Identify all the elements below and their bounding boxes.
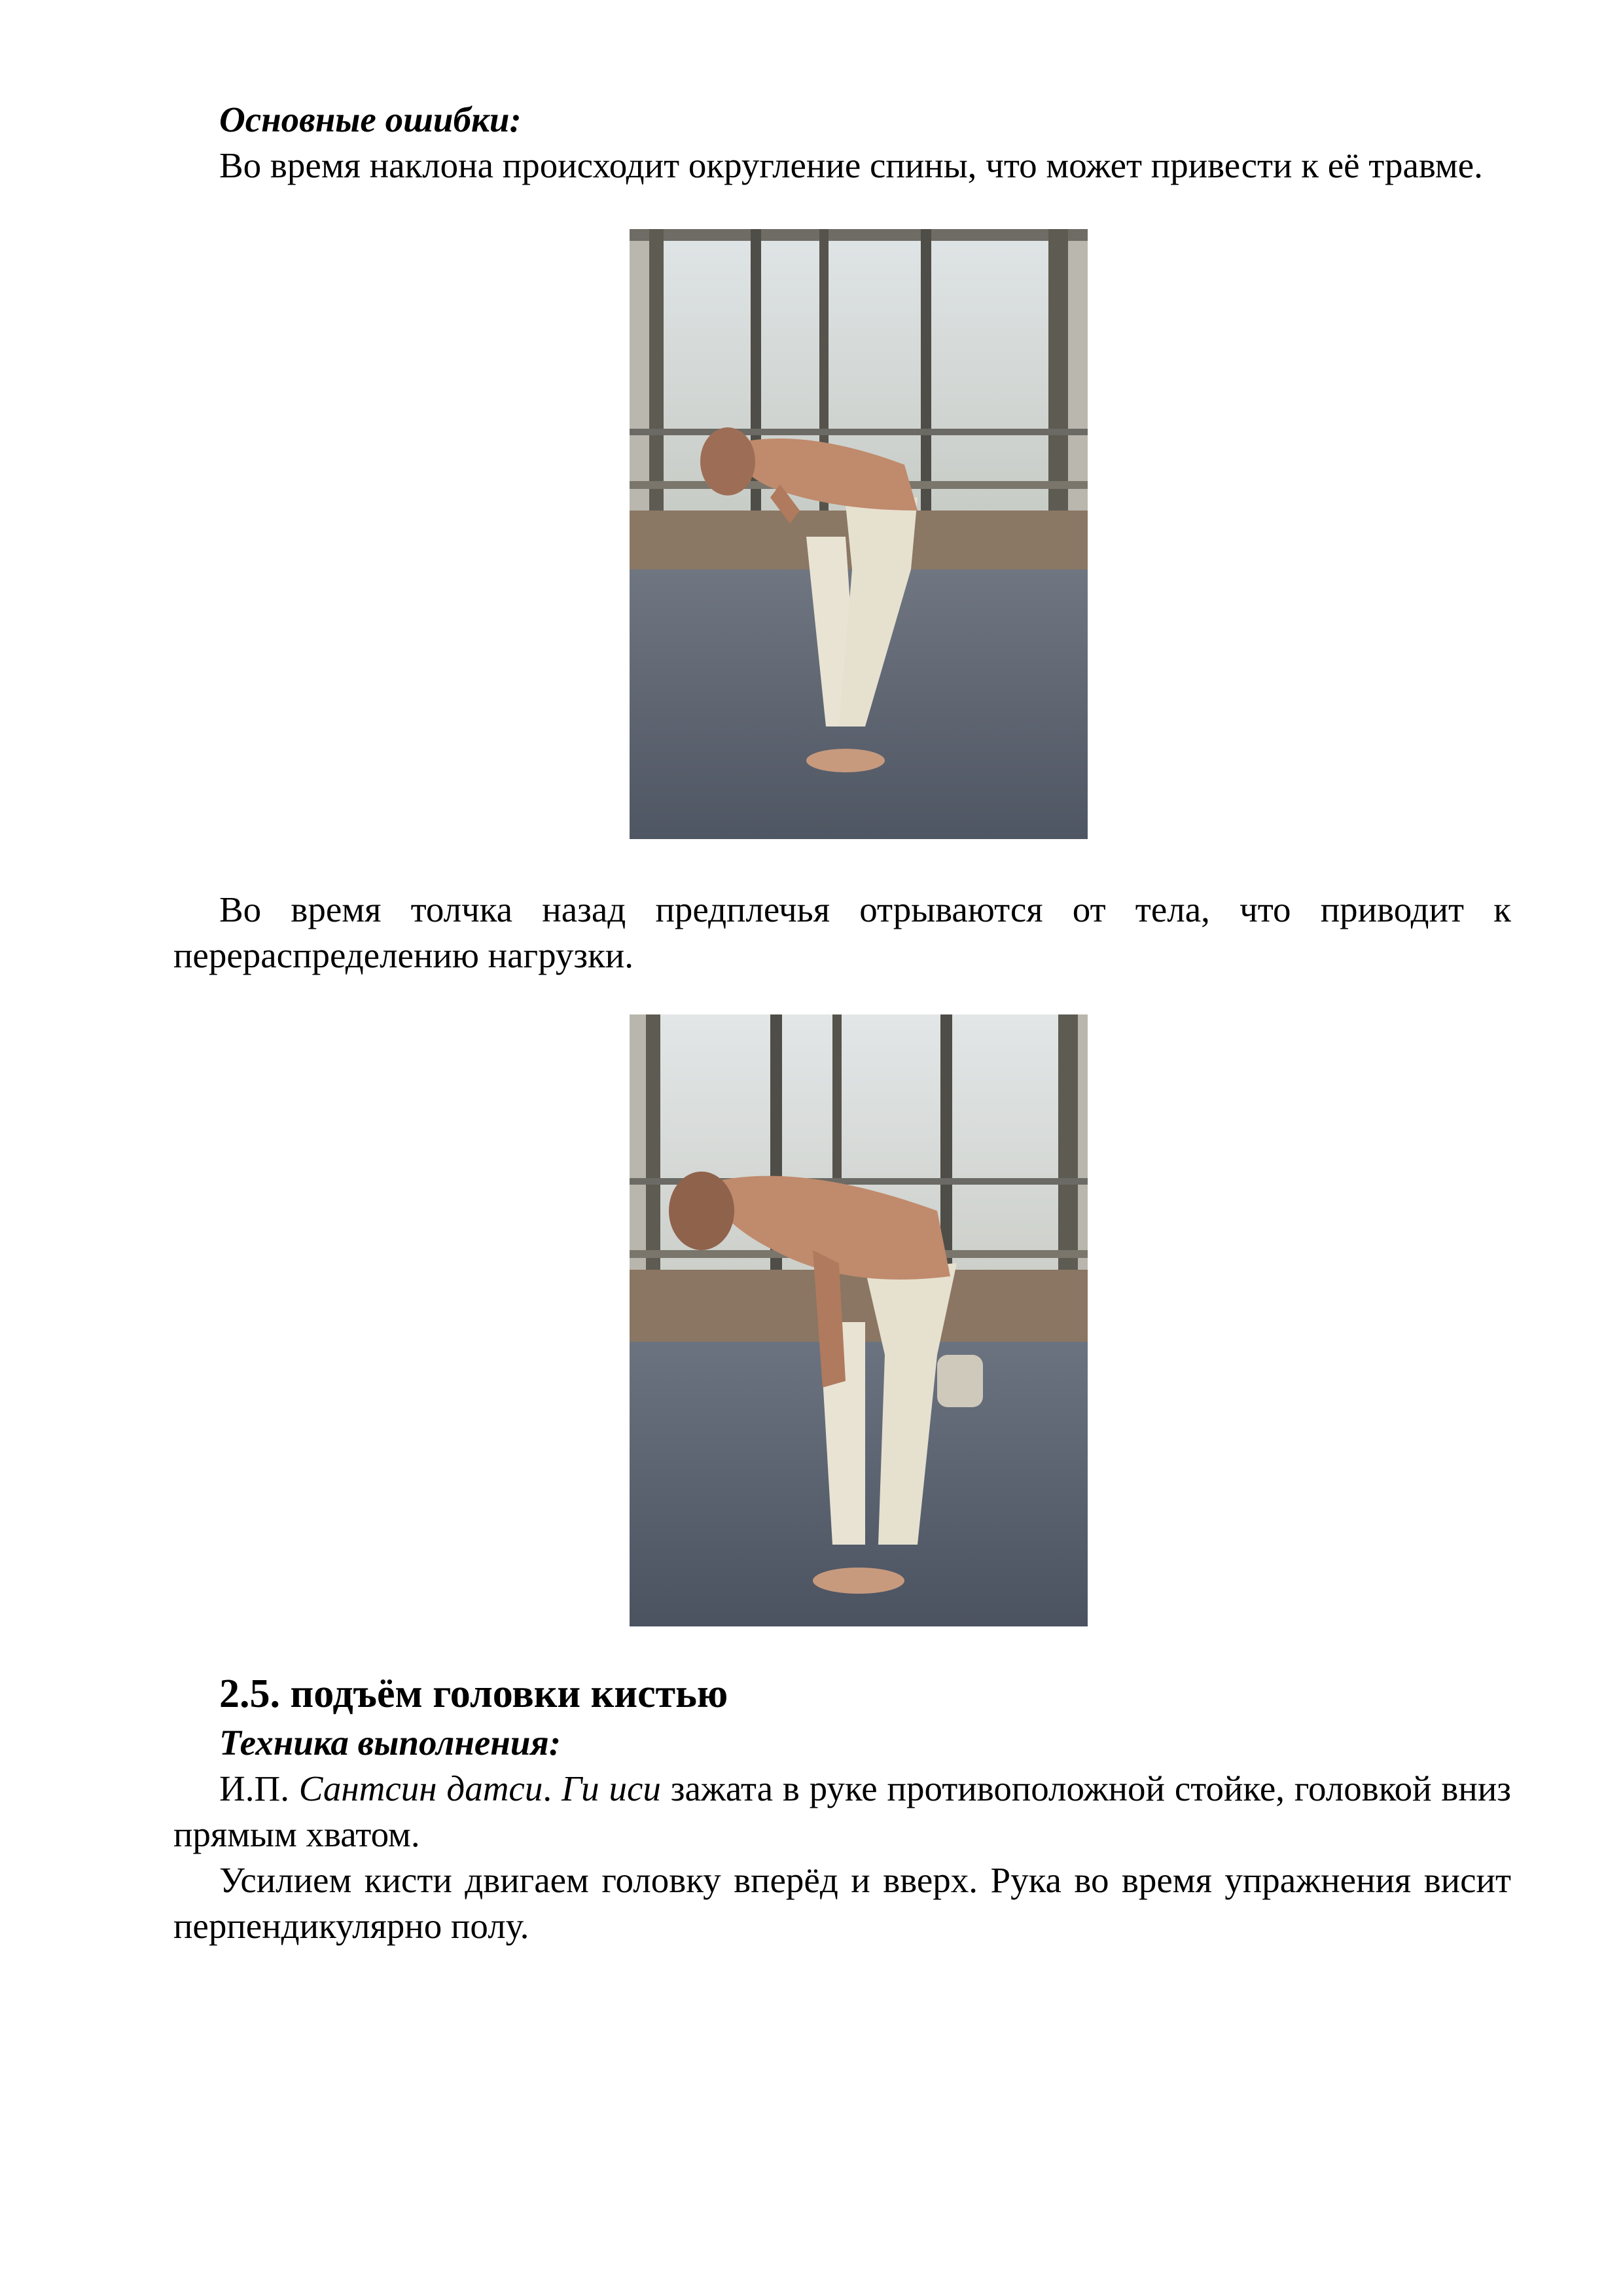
stance-name: Сантсин датси bbox=[298, 1768, 543, 1808]
grip-description: зажата в руке противоположной стойке, головкой вниз прямым хватом. bbox=[173, 1768, 1511, 1854]
errors-paragraph-1 bbox=[173, 143, 1511, 188]
technique-paragraph-1 bbox=[173, 1766, 1511, 1857]
photo-2 bbox=[630, 1014, 1088, 1626]
errors-heading: Основные ошибки: bbox=[219, 99, 522, 139]
errors-paragraph-2-text: Во время толчка назад предплечья отрываются от тела, что приводит к перераспределению нагрузки. bbox=[173, 889, 1511, 975]
technique-paragraph-2 bbox=[173, 1857, 1511, 1949]
tool-name: Ги иси bbox=[561, 1768, 661, 1808]
separator: . bbox=[543, 1768, 562, 1808]
technique-heading: Техника выполнения: bbox=[219, 1723, 562, 1763]
section-title: 2.5. подъём головки кистью bbox=[219, 1672, 728, 1716]
photo-1 bbox=[630, 229, 1088, 839]
errors-paragraph-2 bbox=[173, 887, 1511, 978]
technique-paragraph-1-text bbox=[173, 1766, 1511, 1857]
photo-bent-forward-rounded-back-icon bbox=[630, 229, 1088, 839]
photo-bent-forward-forearms-apart-icon bbox=[630, 1014, 1088, 1626]
technique-paragraph-2-text: Усилием кисти двигаем головку вперёд и вверх. Рука во время упражнения висит перпендикулярно полу. bbox=[173, 1860, 1511, 1946]
start-position-label: И.П. bbox=[219, 1768, 299, 1808]
errors-paragraph-1-text: Во время наклона происходит округление спины, что может привести к её травме. bbox=[219, 145, 1483, 185]
